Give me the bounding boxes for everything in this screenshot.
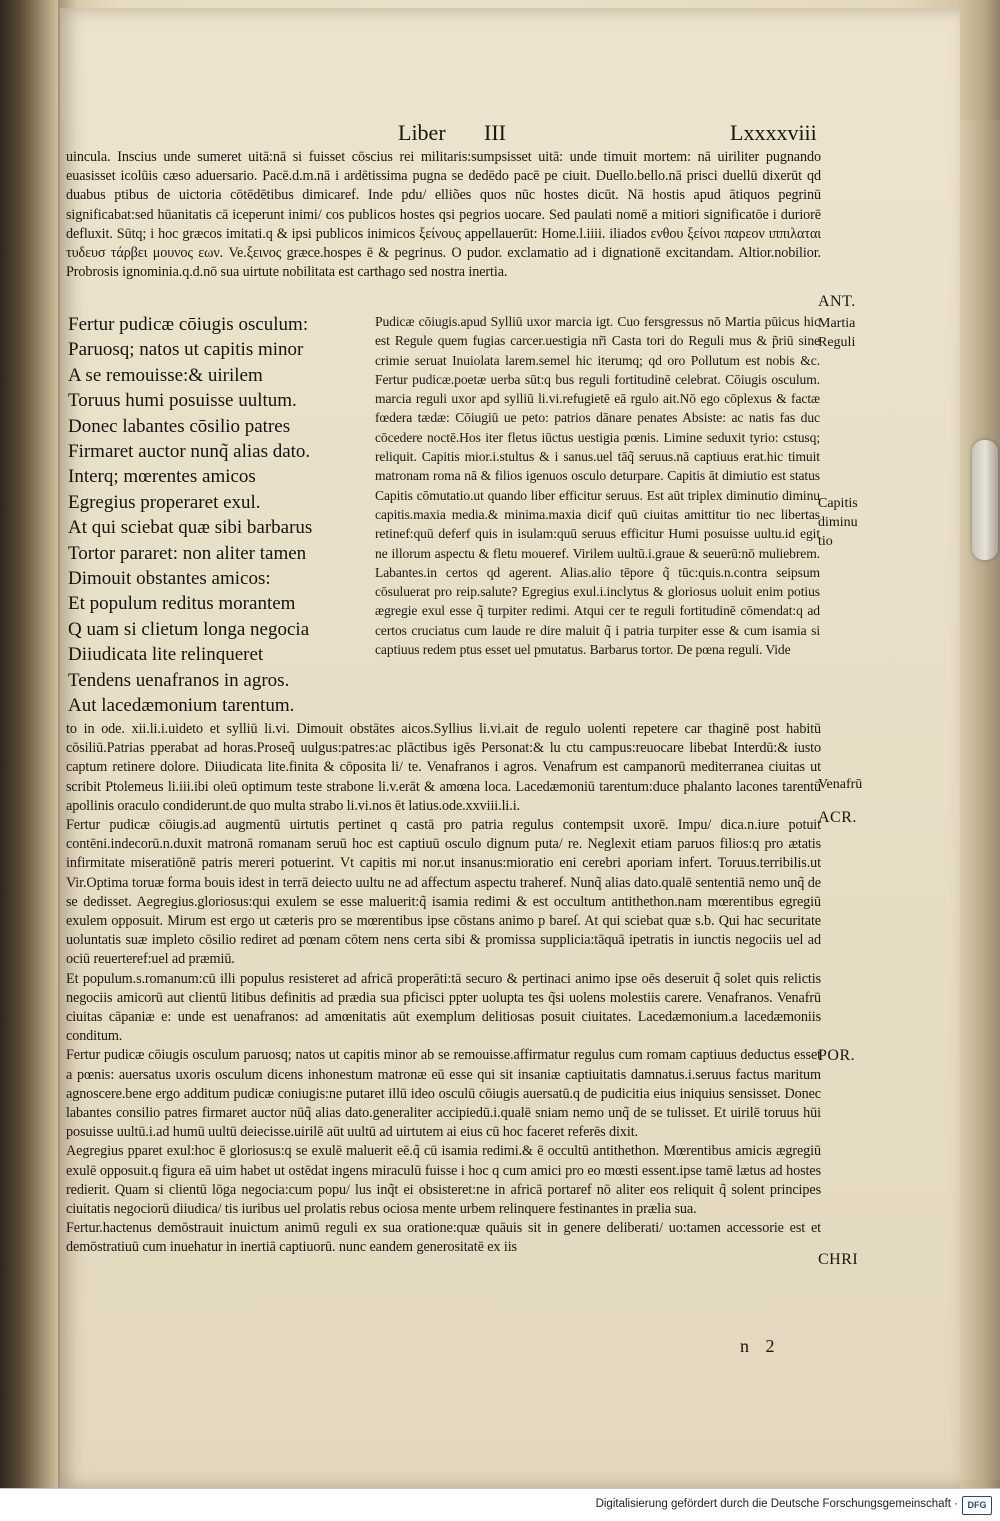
verse-line: Interq; mœrentes amicos bbox=[68, 466, 256, 488]
page-edge-right bbox=[960, 120, 1000, 1480]
verse-line: Et populum reditus morantem bbox=[68, 593, 296, 615]
footer-bar bbox=[0, 1488, 1000, 1521]
header-title: Liber bbox=[398, 120, 446, 145]
commentary-top-paragraph: uincula. Inscius unde sumeret uitā:nā si fuisset cōscius rei militaris:sumpsisset uitā: unde timuit mortem: nā uiriliter pugnando euasisset icolūis cæso aduersario. Pacē.d.m.nā i ardētissima pugna se dedēdo pacē pe ciuit. Duello.bello.nā prisci duellū dixerūt qd duabus ptibus de uictoria cōtēdētibus dimicaref. Inde pdu/ elliões quos nūc hostes dicūt. Nā hostis apud ātiquos pegrinū significabat:sed hūanitatis cā iceperunt inimi/ cos publicos hostes qsi pegrios uocare. Sed paulati nomē a mitiori significatōe i duriorē defluxit. Sūtq; i hoc græcos imitati.q & ipsi publicos inimicos ξείνους appellauerūt: Home.l.iiii. iliados ενθου ξείνοι παρεον ιππιλαται τυδευσ τάρβει μουνος εων. Ve.ξεινος græce.hospes ē & pegrinus. O pudor. exclamatio ad i dignationē excitandam. Altior.nobilior. Probrosis ignominia.q.d.nō sua uirtute nobilitata est carthago sed nostra inertia. bbox=[66, 149, 821, 281]
margin-note-venafru: Venafrū bbox=[818, 777, 863, 792]
previous-page-edge bbox=[0, 0, 58, 1488]
commentary-paragraph: Fertur pudicæ cōiugis.ad augmentū uirtutis pertinet q castā pro patria regulus contempsit uxorē. Impu/ dica.n.iure potuit contēni.indecorū.n.duxit matronā romanam seruū hoc est captiuū osculo dignum puta/ re. Neglexit etiam paruos filios:q pro ætatis infirmitate miseratiōnē patris mereri potuerint. Vt capitis mi nor.ut insanus:mioratio eni cerebri aporiam infert. Toruus.terribilis.ut Vir.Optima toruæ forma bouis idest in terrā deiecto uultu ne ad affectum aspectu traheref. Nunq̃ alias dato.qualē sententiā nemo unq̃ de se dedisset. Aegregius.gloriosus:qui exulem se esse maluerit:q̃ isamia redimi & est occultum antithethon.nam mœrentibus egregiū exulem opposuit. Mirum est ergo ut cæteris pro se mœrentibus ipse cōstans animo p bareſ. At qui sciebat quæ s.b. Qui hac securitate uoluntatis suæ impleto cōsilio rediret ad pœnam cōtem nens certa sibi & promissa supplicia:tāquā ipetratis in iunctis negociis uel ad ociū reuerteref:uel ad præmiū. bbox=[66, 817, 821, 968]
margin-note-diminu: diminu bbox=[818, 515, 858, 530]
page-clip bbox=[972, 440, 998, 560]
verse-line: Tortor pararet: non aliter tamen bbox=[68, 542, 307, 564]
footer-credit: Digitalisierung gefördert durch die Deutsche Forschungsgemeinschaft · bbox=[595, 1498, 958, 1510]
verse-block bbox=[68, 312, 368, 719]
commentary-paragraph: Fertur pudicæ cōiugis osculum paruosq; natos ut capitis minor ab se remouisse.affirmatur regulus cum romam captiuus deductus esset a pœnis: auersatus uxoris osculum dicens inhonestum matronæ eū esse qui sit insaniæ captiuitatis damnatus.i.seruus factus maritum agnoscere.bene ergo additum pudicæ coniugis:ne putaret illū ideo osculū cōiugis auersatū.q de pudicitia eius iniquius sensisset. Donec labantes consilio patres firmaret auctor nūq̃ alias dato.generaliter accipiedū.i.qualē sniam nemo unq̃ de se tulisset. Et uirilē toruus hūi posuisse uultū.i.ad humū uultū deiecisse.uirilē aūt uultū ad uirtutem ai eius cū hoc faceret referēs dixit. bbox=[66, 1047, 821, 1141]
margin-note-reguli: Reguli bbox=[818, 335, 856, 350]
verse-line: Toruus humi posuisse uultum. bbox=[68, 390, 297, 412]
running-header bbox=[0, 120, 1000, 150]
dfg-logo: DFG bbox=[962, 1496, 992, 1515]
margin-note-chri: CHRI bbox=[818, 1251, 859, 1268]
verse-line: A se remouisse:& uirilem bbox=[68, 364, 263, 386]
verse-line: At qui sciebat quæ sibi barbarus bbox=[68, 517, 313, 539]
commentary-column: Pudicæ cōiugis.apud Sylliū uxor marcia igt. Cuo fersgressus nō Martia pūicus hic est Regule quem fugias carcer.uestigia nr̃i Casta tori do Reguli mus & p̃riū sine crimie seruat Inuiolata larem.semel hic iterumq; qd oro Pollutum est nobis &c. Fertur pudicæ.poetæ uerba sūt:q bus reguli fortitudinē celebrat. Cōiugis osculum. marcia reguli uxor apd sylliū li.vi.refugietē eā rgulo ait.Nō ego cōplexus & factæ fœdera tædæ: Cōiugiū ue peto: patrios dānare penates Absiste: ac natis fas duc cōcedere noctē.Hos iter fletus iūctus uestigia pœnis. Limine seduxit tyrio: cstusq; reliquit. Capitis mior.i.stultus & i sanus.uel tāq̃ seruus.nā captiuus erat.hic timuit matronam roma nā & filios igenuos osculo deturpare. Capitis āt dimiutio est status Capitis cōmutatio.ut quando liber efficitur seruus. Est aūt triplex diminutio diminu capitis.maxia media.& minima.maxia dicif quū ciuitas amittitur tio nec libertas retinef:quū deferf quis in isulam:quū seruus efficitur Humi posuisse uultu.id egit ne illorum aspectu & fletu moueref. Virilem uultū.i.graue & seuerū:nō muliebrem. Labantes.in certos qd agerent. Alias.alio tēpore q̃ tūc:quis.n.contra seipsum cōsuluerat pro reip.salute? Egregius exul.i.inclytus & gloriosus uoluit enim potius ægregie exul esse q̃ turpiter redimi. Atqui cer te reguli fortitudinē cōmendat:q ad certos cruciatus cum laude re dire maluit q̃ i patria turpiter esse & cum isamia si captiuus redem ptus esset uel pmutatus. Barbarus tortor. De pœna reguli. Vide bbox=[375, 314, 820, 658]
verse-line: Egregius properaret exul. bbox=[68, 491, 261, 513]
verse-line: Donec labantes cōsilio patres bbox=[68, 415, 291, 437]
folio-number: Lxxxxviii bbox=[730, 120, 817, 145]
margin-note-acr: ACR. bbox=[818, 809, 857, 826]
margin-note-tio: tio bbox=[818, 534, 833, 549]
verse-line: Aut lacedæmonium tarentum. bbox=[68, 695, 295, 717]
verse-line: Firmaret auctor nunq̃ alias dato. bbox=[68, 441, 311, 463]
signature-mark: n 2 bbox=[740, 1336, 781, 1356]
margin-note-capitis: Capitis bbox=[818, 496, 858, 511]
commentary-paragraph: to in ode. xii.li.i.uideto et sylliū li.vi. Dimouit obstātes aicos.Syllius li.vi.ait de regulo uolenti repetere car thaginē post habitū cōsiliū.Patrias pperabat ad horas.Proseq̃ uulgus:patres:ac plāctibus igēs Personat:& lu ctu campus:reuocare libebat Interdū:& iusto captum retinere dolore. Diiudicata lite.finita & cōposita li/ te. Venafranos i agros. Venafrum est campanorū mediterranea ciuitas ut scribit Ptolemeus li.iii.ibi oleū optimum teste strabone li.v.erāt & amœna loca. Lacedæmoniū tarentum:duce phalanto lacones tarentū apollinis oraculo condiderunt.de quo multa strabo li.vi.nos ēt latius.ode.xxviii.li.i. bbox=[66, 721, 821, 814]
margin-note-ant: ANT. bbox=[818, 293, 856, 310]
commentary-paragraph: Aegregius pparet exul:hoc ē gloriosus:q se exulē maluerit eē.q̃ cū isamia redimi.& ē occultū antithethon. Mœrentibus amicis ægregiū exulē opposuit.q figura eā uim habet ut ostēdat ingens miraculū fuisse i hoc q cum amici pro eo mœsti essent.ipse tamē lætus ad hostes redierit. Quam si clientū lōga negocia:cum popu/ lus inq̃t ei obsisteret:ne in africā portaref nō aliter eos reliquit q̃ solent principes ciuitatis negociorū diiudica/ tis iuribus uel prolatis rebus ociosa mente urbem relinquere festinantes in prælia sua. bbox=[66, 1143, 821, 1218]
verse-line: Diiudicata lite relinqueret bbox=[68, 644, 264, 666]
margin-note-por: POR. bbox=[818, 1047, 856, 1064]
verse-line: Dimouit obstantes amicos: bbox=[68, 568, 271, 590]
margin-note-martia: Martia bbox=[818, 316, 856, 331]
verse-line: Tendens uenafranos in agros. bbox=[68, 669, 290, 691]
commentary-paragraph: Fertur.hactenus demōstrauit inuictum animū reguli ex sua oratione:quæ quāuis sit in genere deliberati/ uo:tamen accessorie est et demōstratiuū cum inuehatur in inertiā captiuorū. nunc eandem generositatē ex iis bbox=[66, 1220, 821, 1256]
commentary-bottom bbox=[66, 720, 821, 1258]
verse-line: Paruosq; natos ut capitis minor bbox=[68, 339, 304, 361]
header-book-number: III bbox=[484, 120, 506, 145]
verse-line: Fertur pudicæ cōiugis osculum: bbox=[68, 314, 309, 335]
commentary-paragraph: Et populum.s.romanum:cū illi populus resisteret ad africā properāti:tā securo & pertinaci animo ipse oēs deseruit q̃ solet quis relictis negociis amicorū aut clientū litibus definitis ad prædia sua pficisci ppter uolupta tes q̃si uolens molestiis carere. Venafranos. Venafrū ciuitas cāpaniæ e: unde est uenafranos: ad amœnitatis aūt exemplum delitiosas posuit ciuitates. Lacedæmonium.a lacedæmoniis conditum. bbox=[66, 970, 821, 1045]
verse-line: Q uam si clietum longa negocia bbox=[68, 618, 310, 640]
